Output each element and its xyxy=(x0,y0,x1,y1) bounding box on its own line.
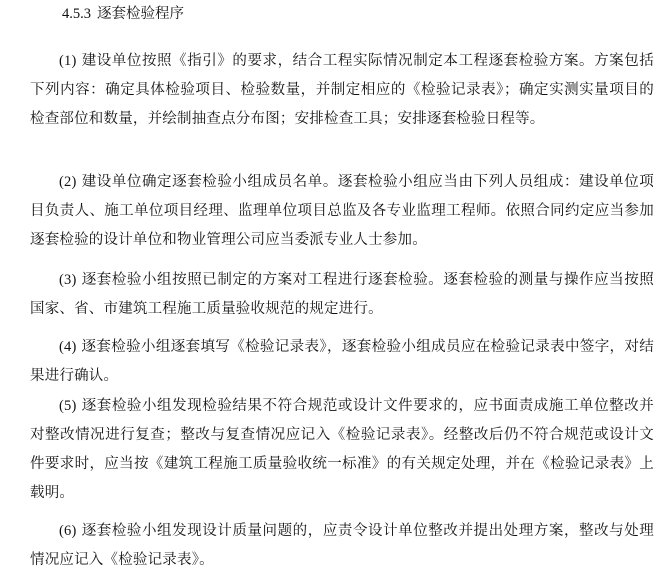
paragraph-2 xyxy=(30,168,654,255)
paragraph-index: (6) xyxy=(59,522,77,539)
paragraph-index: (2) xyxy=(59,173,77,190)
paragraph-text: 建设单位按照《指引》的要求，结合工程实际情况制定本工程逐套检验方案。方案包括下列内容：确定具体检验项目、检验数量，并制定相应的《检验记录表》；确定实测实量项目的检查部位和数量，并绘制抽查点分布图；安排检查工具；安排逐套检验日程等。 xyxy=(30,52,654,127)
paragraph-1 xyxy=(30,47,654,134)
paragraph-index: (5) xyxy=(59,397,77,414)
paragraph-index: (3) xyxy=(59,271,77,288)
section-heading xyxy=(62,3,184,25)
section-number: 4.5.3 xyxy=(62,6,91,22)
paragraph-text: 逐套检验小组发现检验结果不符合规范或设计文件要求的，应书面责成施工单位整改并对整改情况进行复查；整改与复查情况应记入《检验记录表》。经整改后仍不符合规范或设计文件要求时，应当按《建筑工程施工质量验收统一标准》的有关规定处理，并在《检验记录表》上载明。 xyxy=(30,397,654,501)
paragraph-6 xyxy=(30,517,654,575)
paragraph-4 xyxy=(30,333,654,391)
paragraph-5 xyxy=(30,392,654,508)
paragraph-index: (4) xyxy=(59,338,77,355)
paragraph-text: 逐套检验小组发现设计质量问题的，应责令设计单位整改并提出处理方案，整改与处理情况应记入《检验记录表》。 xyxy=(30,522,654,568)
paragraph-text: 逐套检验小组逐套填写《检验记录表》，逐套检验小组成员应在检验记录表中签字，对结果进行确认。 xyxy=(30,338,655,384)
paragraph-text: 建设单位确定逐套检验小组成员名单。逐套检验小组应当由下列人员组成：建设单位项目负责人、施工单位项目经理、监理单位项目总监及各专业监理工程师。依照合同约定应当参加逐套检验的设计单位和物业管理公司应当委派专业人士参加。 xyxy=(30,173,654,248)
paragraph-index: (1) xyxy=(59,52,77,69)
section-title: 逐套检验程序 xyxy=(97,6,184,22)
paragraph-3 xyxy=(30,266,654,324)
paragraph-text: 逐套检验小组按照已制定的方案对工程进行逐套检验。逐套检验的测量与操作应当按照国家、省、市建筑工程施工质量验收规范的规定进行。 xyxy=(30,271,654,317)
